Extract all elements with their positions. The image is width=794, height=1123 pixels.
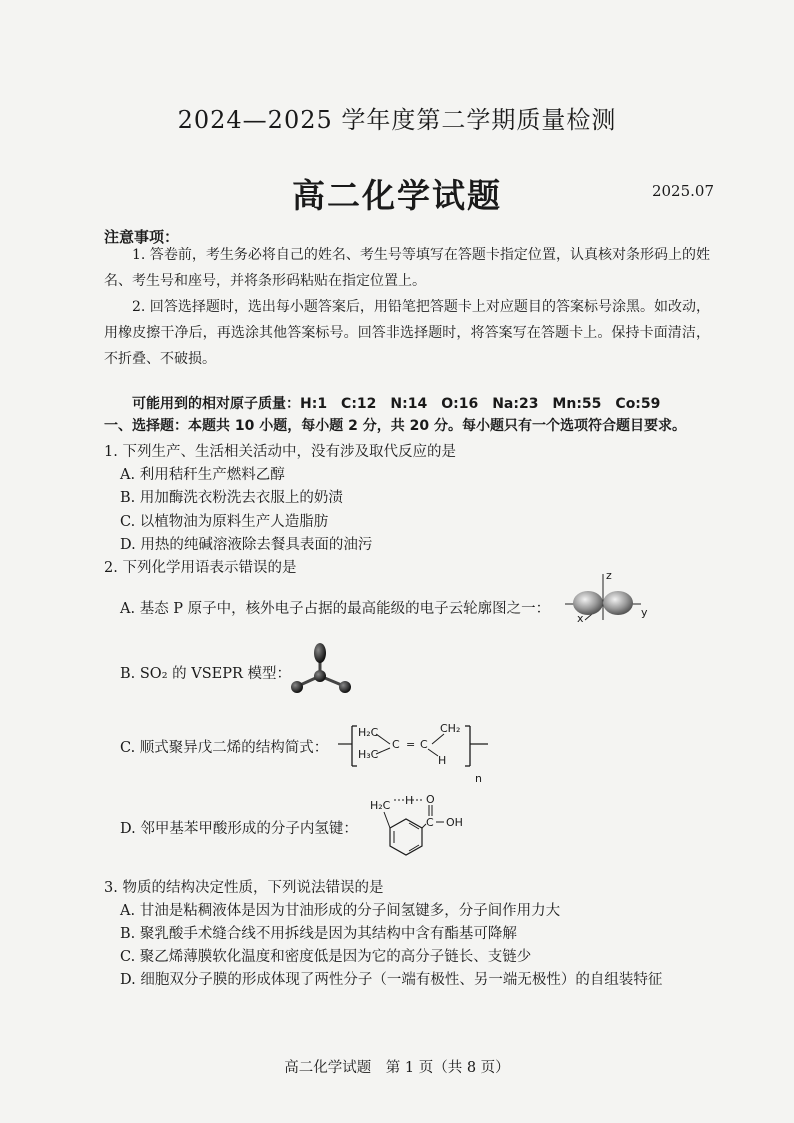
page-footer: 高二化学试题 第 1 页（共 8 页） xyxy=(284,1060,510,1076)
question-1-stem: 1. 下列生产、生活相关活动中，没有涉及取代反应的是 xyxy=(104,444,456,460)
d-h-label: H xyxy=(405,794,414,807)
c-h2c-label: H₂C xyxy=(358,726,379,739)
p-orbital-figure xyxy=(555,570,655,630)
question-2-option-d: D. 邻甲基苯甲酸形成的分子内氢键： xyxy=(120,821,358,837)
so2-vsepr-figure xyxy=(286,640,356,696)
question-1-option-c: C. 以植物油为原料生产人造脂肪 xyxy=(120,514,329,530)
d-o-label: O xyxy=(426,793,435,806)
question-1-option-d: D. 用热的纯碱溶液除去餐具表面的油污 xyxy=(120,537,373,553)
c-n-label: n xyxy=(475,772,482,785)
exam-title: 2024—2025 学年度第二学期质量检测 xyxy=(177,106,617,134)
question-1-option-b: B. 用加酶洗衣粉洗去衣服上的奶渍 xyxy=(120,490,343,506)
c-ch2-label: CH₂ xyxy=(440,722,461,735)
c-h-label: H xyxy=(438,754,447,767)
notice-item-2: 2. 回答选择题时，选出每小题答案后，用铅笔把答题卡上对应题目的答案标号涂黑。如改动，用橡皮擦干净后，再选涂其他答案标号。回答非选择题时，将答案写在答题卡上。保持卡面清洁，不折叠、不破损。 xyxy=(104,299,710,367)
exam-subtitle: 高二化学试题 xyxy=(292,176,502,215)
axis-z-label: z xyxy=(606,569,612,582)
question-3-stem: 3. 物质的结构决定性质，下列说法错误的是 xyxy=(104,880,384,896)
notice-item-1: 1. 答卷前，考生务必将自己的姓名、考生号等填写在答题卡指定位置，认真核对条形码上的姓名、考生号和座号，并将条形码粘贴在指定位置上。 xyxy=(104,247,710,289)
axis-x-label: x xyxy=(577,612,584,625)
notice-header: 注意事项： xyxy=(104,228,180,246)
question-2-option-c: C. 顺式聚异戊二烯的结构简式： xyxy=(120,740,329,756)
d-oh-label: OH xyxy=(446,816,463,829)
question-2-stem: 2. 下列化学用语表示错误的是 xyxy=(104,560,297,576)
question-1-option-a: A. 利用秸秆生产燃料乙醇 xyxy=(120,467,285,483)
d-h2c-label: H₂C xyxy=(370,799,391,812)
exam-date: 2025.07 xyxy=(651,182,714,200)
question-3-option-c: C. 聚乙烯薄膜软化温度和密度低是因为它的高分子链长、支链少 xyxy=(120,949,532,965)
polyisoprene-structure xyxy=(338,718,498,796)
atomic-masses: 可能用到的相对原子质量：H:1 C:12 N:14 O:16 Na:23 Mn:55 Co:59 xyxy=(132,396,661,412)
methylbenzoic-acid-structure xyxy=(366,790,476,870)
section-heading: 一、选择题：本题共 10 小题，每小题 2 分，共 20 分。每小题只有一个选项符合题目要求。 xyxy=(104,418,686,434)
c-double-bond-label: = xyxy=(406,738,416,751)
question-3-option-b: B. 聚乳酸手术缝合线不用拆线是因为其结构中含有酯基可降解 xyxy=(120,926,517,942)
question-3-option-a: A. 甘油是粘稠液体是因为甘油形成的分子间氢键多，分子间作用力大 xyxy=(120,903,561,919)
c-carbon-right-label: C xyxy=(420,738,428,751)
axis-y-label: y xyxy=(641,606,648,619)
question-3-option-d: D. 细胞双分子膜的形成体现了两性分子（一端有极性、另一端无极性）的自组装特征 xyxy=(120,972,663,988)
c-h3c-label: H₃C xyxy=(358,748,379,761)
question-2-option-a: A. 基态 P 原子中，核外电子占据的最高能级的电子云轮廓图之一： xyxy=(120,601,551,617)
c-carbon-left-label: C xyxy=(392,738,400,751)
question-2-option-b: B. SO₂ 的 VSEPR 模型： xyxy=(120,666,291,682)
d-c-label: C xyxy=(426,816,434,829)
